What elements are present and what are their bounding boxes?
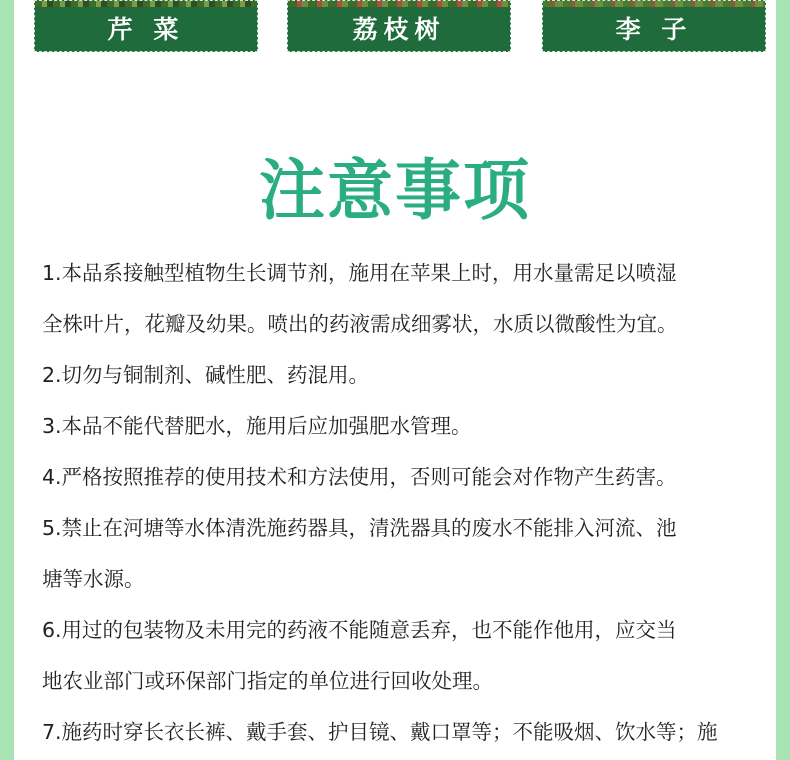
notice-line: 塘等水源。 [42, 567, 145, 591]
crop-card-celery [34, 0, 258, 52]
notice-list [42, 248, 762, 758]
crop-label-lychee: 荔枝树 [352, 15, 446, 44]
notice-line: 1.本品系接触型植物生长调节剂，施用在苹果上时，用水量需足以喷湿 [42, 261, 677, 285]
section-title: 注意事项 [259, 152, 531, 229]
notice-line: 6.用过的包装物及未用完的药液不能随意丢弃，也不能作他用，应交当 [42, 618, 677, 642]
notice-line: 全株叶片，花瓣及幼果。喷出的药液需成细雾状，水质以微酸性为宜。 [42, 312, 678, 336]
notice-line: 4.严格按照推荐的使用技术和方法使用，否则可能会对作物产生药害。 [42, 465, 677, 489]
notice-line: 地农业部门或环保部门指定的单位进行回收处理。 [42, 669, 493, 693]
notice-line: 2.切勿与铜制剂、碱性肥、药混用。 [42, 363, 370, 387]
plum-photo-strip [543, 1, 765, 7]
notice-line: 5.禁止在河塘等水体清洗施药器具，清洗器具的废水不能排入河流、池 [42, 516, 677, 540]
crop-card-plum [542, 0, 766, 52]
crop-card-lychee [287, 0, 511, 52]
crop-image-row [14, 0, 776, 60]
notice-page [14, 0, 776, 760]
lychee-photo-strip [288, 1, 510, 7]
celery-photo-strip [35, 1, 257, 7]
notice-line: 3.本品不能代替肥水，施用后应加强肥水管理。 [42, 414, 472, 438]
crop-label-celery: 芹 菜 [107, 15, 185, 44]
notice-line: 7.施药时穿长衣长裤、戴手套、护目镜、戴口罩等；不能吸烟、饮水等；施 [42, 720, 718, 744]
crop-label-plum: 李 子 [615, 15, 693, 44]
